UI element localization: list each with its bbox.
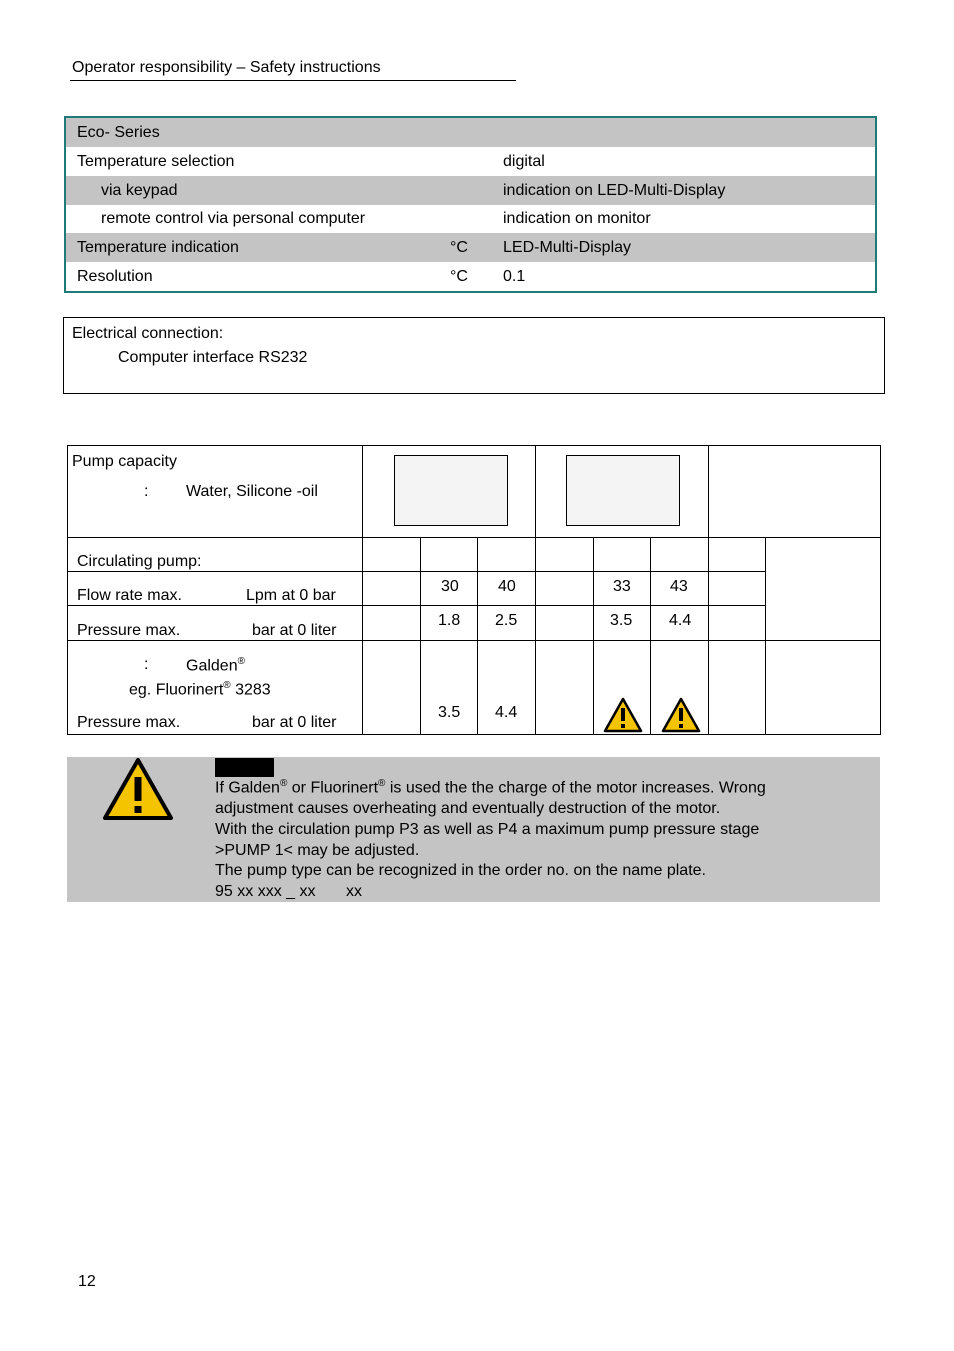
galden-pressure-unit: bar at 0 liter <box>252 714 337 731</box>
pump-capacity-label: Pump capacity <box>72 453 177 470</box>
row-label: Temperature indication <box>77 239 239 256</box>
flow-rate-unit: Lpm at 0 bar <box>246 587 336 604</box>
table-rule <box>765 537 766 735</box>
table-rule <box>362 445 363 735</box>
row-unit: °C <box>450 268 468 285</box>
row-value: 0.1 <box>503 268 526 285</box>
warning-line: The pump type can be recognized in the order no. on the name plate. <box>215 862 706 879</box>
table-row <box>66 176 875 205</box>
table-row <box>66 147 875 176</box>
row-label: Resolution <box>77 268 153 285</box>
table-rule <box>420 537 421 735</box>
row-value: indication on LED-Multi-Display <box>503 182 726 199</box>
pressure-value: 4.4 <box>669 612 692 629</box>
table-rule <box>67 640 881 641</box>
table-rule <box>67 445 68 735</box>
table-rule <box>67 571 765 572</box>
flow-rate-label: Flow rate max. <box>77 587 182 604</box>
flow-value: 30 <box>441 578 459 595</box>
redacted-heading <box>215 758 274 777</box>
table-row <box>66 204 875 233</box>
pressure-value: 3.5 <box>610 612 633 629</box>
row-value: LED-Multi-Display <box>503 239 632 256</box>
circulating-pump-label: Circulating pump: <box>77 553 202 570</box>
galden-pressure-value: 3.5 <box>438 704 461 721</box>
warning-line: >PUMP 1< may be adjusted. <box>215 842 420 859</box>
table-row <box>66 118 875 147</box>
fluorinert-label: eg. Fluorinert® 3283 <box>129 680 271 699</box>
header-divider <box>70 80 516 81</box>
warning-line: If Galden® or Fluorinert® is used the the charge of the motor increases. Wrong <box>215 778 766 797</box>
table-rule <box>708 445 709 735</box>
eco-series-heading: Eco- Series <box>77 124 160 141</box>
galden-label: Galden® <box>186 656 245 675</box>
row-unit: °C <box>450 239 468 256</box>
warning-line: With the circulation pump P3 as well as P4 a maximum pump pressure stage <box>215 821 760 838</box>
table-row <box>66 262 875 291</box>
fluid-colon: : <box>144 483 149 500</box>
warning-box <box>67 757 880 902</box>
warning-icon <box>102 757 174 821</box>
row-label: remote control via personal computer <box>101 210 366 227</box>
eco-series-table <box>64 116 877 293</box>
page-number: 12 <box>78 1273 96 1290</box>
table-rule <box>650 537 651 735</box>
table-rule <box>67 605 765 606</box>
electrical-connection-box <box>63 317 885 394</box>
warning-icon <box>661 697 701 733</box>
pressure-value: 2.5 <box>495 612 518 629</box>
table-row <box>66 233 875 262</box>
pressure-unit: bar at 0 liter <box>252 622 337 639</box>
table-rule <box>67 445 881 446</box>
table-rule <box>477 537 478 735</box>
warning-line: 95 xx xxx _ xx xx <box>215 883 362 900</box>
flow-value: 33 <box>613 578 631 595</box>
fluid-water-label: Water, Silicone -oil <box>186 483 318 500</box>
flow-value: 40 <box>498 578 516 595</box>
pressure-label: Pressure max. <box>77 622 181 639</box>
pump-model-image <box>566 455 680 526</box>
warning-line: adjustment causes overheating and eventually destruction of the motor. <box>215 800 721 817</box>
table-rule <box>880 445 881 735</box>
pump-capacity-table <box>67 445 881 735</box>
row-label: via keypad <box>101 182 178 199</box>
table-rule <box>67 537 881 538</box>
table-rule <box>67 734 881 735</box>
galden-pressure-value: 4.4 <box>495 704 518 721</box>
row-value: digital <box>503 153 545 170</box>
electrical-title: Electrical connection: <box>72 325 224 342</box>
galden-colon: : <box>144 656 149 673</box>
pressure-value: 1.8 <box>438 612 461 629</box>
table-rule <box>535 445 536 735</box>
electrical-item: Computer interface RS232 <box>118 349 308 366</box>
pump-model-image <box>394 455 508 526</box>
row-value: indication on monitor <box>503 210 651 227</box>
row-label: Temperature selection <box>77 153 235 170</box>
galden-pressure-label: Pressure max. <box>77 714 181 731</box>
table-rule <box>593 537 594 735</box>
warning-icon <box>603 697 643 733</box>
flow-value: 43 <box>670 578 688 595</box>
page-header-title: Operator responsibility – Safety instructions <box>72 59 381 76</box>
